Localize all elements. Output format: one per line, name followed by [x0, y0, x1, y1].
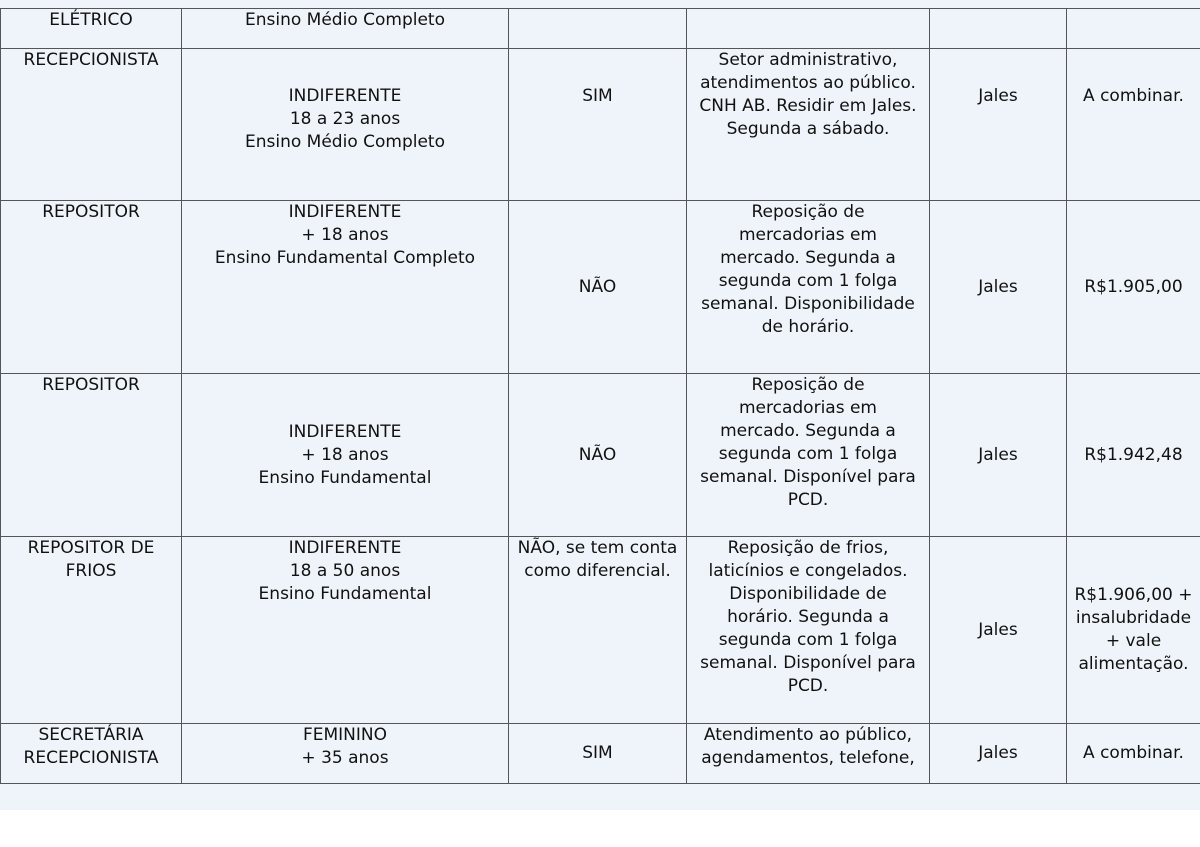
table-row: [1, 374, 1200, 537]
description-cell-line: agendamentos, telefone,: [701, 748, 915, 768]
requirements-cell-line: INDIFERENTE: [288, 538, 402, 558]
experience-cell: [509, 9, 687, 49]
city-cell-text: Jales: [978, 276, 1018, 297]
requirements-cell-line: Ensino Fundamental Completo: [214, 248, 476, 268]
description-cell-line: PCD.: [787, 490, 829, 510]
experience-cell: [509, 49, 687, 201]
description-cell-line: semanal. Disponível para: [700, 467, 916, 487]
salary-cell: [1067, 9, 1200, 49]
job-title-cell: [1, 201, 182, 374]
description-cell-line: Setor administrativo,: [718, 50, 898, 70]
salary-cell: [1067, 537, 1200, 724]
experience-cell: [509, 537, 687, 724]
requirements-cell-line: + 18 anos: [301, 225, 389, 245]
table-row: [1, 9, 1200, 49]
description-cell-line: PCD.: [787, 676, 829, 696]
city-cell: [930, 374, 1067, 537]
salary-cell-line: insalubridade: [1075, 608, 1192, 628]
description-cell-line: segunda com 1 folga: [718, 271, 898, 291]
salary-cell-line: R$1.905,00: [1084, 276, 1183, 297]
job-title-cell: [1, 9, 182, 49]
requirements-cell-line: INDIFERENTE: [288, 421, 402, 442]
job-title-cell-line: REPOSITOR: [42, 375, 140, 395]
description-cell-line: Atendimento ao público,: [703, 725, 913, 745]
description-cell-line: segunda com 1 folga: [718, 630, 898, 650]
description-cell-line: Segunda a sábado.: [726, 119, 890, 139]
city-cell-text: Jales: [978, 444, 1018, 465]
job-title-cell-line: SECRETÁRIA: [38, 725, 144, 745]
requirements-cell: [182, 201, 509, 374]
description-cell: [687, 537, 930, 724]
table-row: [1, 724, 1200, 784]
requirements-cell-line: + 35 anos: [301, 748, 389, 768]
city-cell: [930, 49, 1067, 201]
job-title-cell-line: RECEPCIONISTA: [23, 748, 159, 768]
experience-cell-line: NÃO, se tem conta: [517, 538, 678, 558]
experience-cell-text: NÃO: [578, 444, 617, 465]
job-title-cell: [1, 724, 182, 784]
description-cell-line: Reposição de: [751, 375, 865, 395]
salary-cell-line: R$1.942,48: [1084, 444, 1183, 465]
salary-cell: [1067, 374, 1200, 537]
city-cell: [930, 724, 1067, 784]
salary-cell-line: R$1.906,00 +: [1074, 585, 1193, 605]
job-title-cell-line: FRIOS: [65, 561, 117, 581]
experience-cell: [509, 201, 687, 374]
job-title-cell-line: REPOSITOR: [42, 202, 140, 222]
experience-cell-text: SIM: [582, 86, 613, 106]
requirements-cell-line: + 18 anos: [301, 444, 389, 465]
description-cell-line: mercadorias em: [738, 398, 877, 418]
table-row: [1, 49, 1200, 201]
requirements-cell-line: Ensino Médio Completo: [245, 132, 445, 152]
description-cell-line: CNH AB. Residir em Jales.: [699, 96, 917, 116]
requirements-cell: [182, 9, 509, 49]
description-cell-line: Disponibilidade de: [729, 584, 887, 604]
requirements-cell: [182, 537, 509, 724]
job-title-cell-line: ELÉTRICO: [49, 10, 133, 30]
experience-cell: [509, 374, 687, 537]
city-cell-text: Jales: [978, 743, 1018, 763]
requirements-cell-line: Ensino Fundamental: [258, 467, 432, 488]
job-title-cell: [1, 537, 182, 724]
description-cell-line: segunda com 1 folga: [718, 444, 898, 464]
requirements-cell: [182, 49, 509, 201]
experience-cell-text: NÃO: [578, 276, 617, 297]
description-cell-line: atendimentos ao público.: [700, 73, 916, 93]
city-cell: [930, 9, 1067, 49]
salary-cell: [1067, 724, 1200, 784]
table-row: [1, 537, 1200, 724]
description-cell-line: semanal. Disponibilidade: [701, 294, 915, 314]
salary-cell-line: A combinar.: [1083, 86, 1184, 106]
requirements-cell-line: INDIFERENTE: [288, 202, 402, 222]
requirements-cell-line: 18 a 23 anos: [289, 109, 401, 129]
description-cell-line: Reposição de frios,: [727, 538, 889, 558]
salary-cell: [1067, 49, 1200, 201]
salary-cell-line: alimentação.: [1078, 654, 1189, 674]
description-cell-line: semanal. Disponível para: [700, 653, 916, 673]
experience-cell-line: como diferencial.: [524, 561, 671, 581]
description-cell-line: mercado. Segunda a: [720, 421, 896, 441]
requirements-cell: [182, 724, 509, 784]
requirements-cell-line: FEMININO: [302, 725, 388, 745]
salary-cell: [1067, 201, 1200, 374]
job-title-cell: [1, 49, 182, 201]
job-listings-table: [0, 8, 1200, 784]
job-title-cell-line: RECEPCIONISTA: [23, 50, 159, 70]
description-cell: [687, 49, 930, 201]
description-cell: [687, 724, 930, 784]
salary-cell-line: + vale: [1105, 631, 1162, 651]
job-title-cell: [1, 374, 182, 537]
description-cell-line: mercado. Segunda a: [720, 248, 896, 268]
description-cell: [687, 374, 930, 537]
description-cell-line: Reposição de: [751, 202, 865, 222]
city-cell: [930, 537, 1067, 724]
description-cell-line: de horário.: [761, 317, 855, 337]
requirements-cell: [182, 374, 509, 537]
requirements-cell-line: Ensino Fundamental: [258, 584, 432, 604]
salary-cell-line: A combinar.: [1083, 743, 1184, 763]
description-cell-line: mercadorias em: [738, 225, 877, 245]
table-row: [1, 201, 1200, 374]
job-title-cell-line: REPOSITOR DE: [27, 538, 155, 558]
experience-cell: [509, 724, 687, 784]
city-cell-text: Jales: [978, 86, 1018, 106]
description-cell-line: horário. Segunda a: [727, 607, 889, 627]
city-cell-text: Jales: [978, 619, 1018, 640]
requirements-cell-line: 18 a 50 anos: [289, 561, 401, 581]
description-cell-line: laticínios e congelados.: [708, 561, 908, 581]
description-cell: [687, 9, 930, 49]
experience-cell-text: SIM: [582, 743, 613, 763]
requirements-cell-line: Ensino Médio Completo: [245, 10, 445, 30]
requirements-cell-line: INDIFERENTE: [288, 86, 402, 106]
description-cell: [687, 201, 930, 374]
city-cell: [930, 201, 1067, 374]
